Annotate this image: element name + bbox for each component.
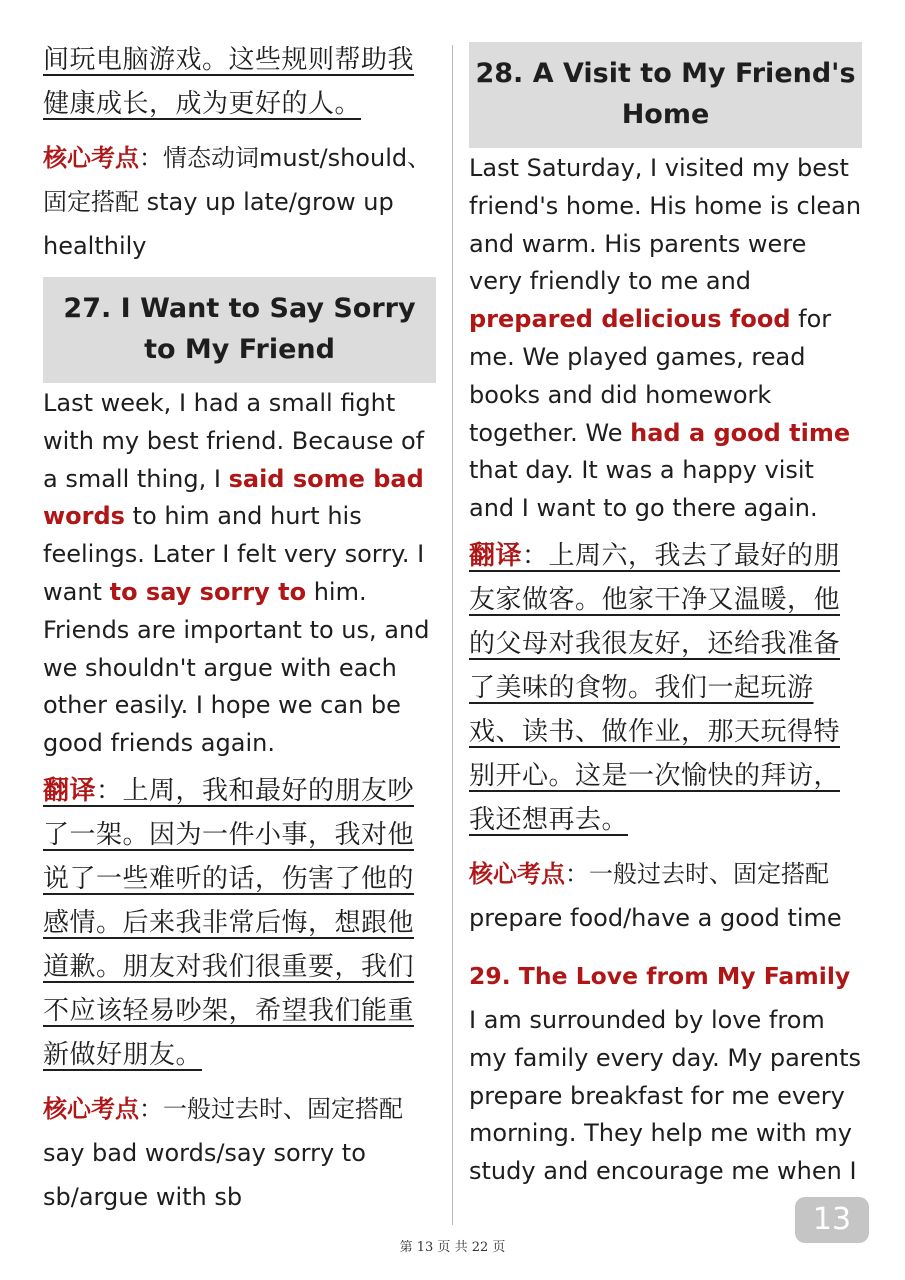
section-27-key-points: 核心考点：一般过去时、固定搭配 say bad words/say sorry to sb/argue with sb — [43, 1094, 403, 1211]
highlight-phrase: prepared delicious food — [469, 305, 791, 334]
section-27-translation: 翻译：上周，我和最好的朋友吵了一架。因为一件小事，我对他说了一些难听的话，伤害了他的感情。后来我非常后悔，想跟他道歉。朋友对我们很重要，我们不应该轻易吵架，希望我们能重新做好朋友。 — [43, 775, 415, 1070]
left-column — [43, 38, 436, 1219]
section-28-key-points: 核心考点：一般过去时、固定搭配 prepare food/have a good time — [469, 859, 842, 932]
right-column — [469, 38, 862, 1191]
section-27-title: 27. I Want to Say Sorry to My Friend — [43, 277, 436, 383]
section-29-body: I am surrounded by love from my family every day. My parents prepare breakfast for me every morning. They help me with my study and encourage me when I — [469, 1005, 862, 1186]
section-27-body: Last week, I had a small fight with my best friend. Because of a small thing, I said some bad words to him and hurt his feelings. Later I felt very sorry. I want to say sorry to him. Friends are important to us, and we shouldn't argue with each other easily. I hope we can be good friends again. — [43, 389, 430, 758]
intro-translation: 间玩电脑游戏。这些规则帮助我健康成长，成为更好的人。 — [43, 45, 415, 119]
highlight-phrase: said some bad words — [43, 464, 424, 531]
page-number-badge: 13 — [795, 1197, 869, 1243]
section-28-body: Last Saturday, I visited my best friend's home. His home is clean and warm. His parents were very friendly to me and prepared delicious food for me. We played games, read books and did homework together. We had a good time that day. It was a happy visit and I want to go there again. — [469, 154, 862, 523]
section-28-title: 28. A Visit to My Friend's Home — [469, 42, 862, 148]
column-divider — [452, 45, 453, 1225]
page-footer: 第 13 页 共 22 页 — [399, 1240, 506, 1255]
highlight-phrase: to say sorry to — [109, 577, 307, 606]
intro-key-points: 核心考点：情态动词must/should、固定搭配 stay up late/grow up healthily — [43, 144, 432, 260]
section-28-translation: 翻译：上周六，我去了最好的朋友家做客。他家干净又温暖，他的父母对我很友好，还给我准备了美味的食物。我们一起玩游戏、读书、做作业，那天玩得特别开心。这是一次愉快的拜访，我还想再去。 — [469, 540, 841, 835]
section-29-title: 29. The Love from My Family — [469, 961, 851, 990]
highlight-phrase: had a good time — [630, 418, 851, 447]
